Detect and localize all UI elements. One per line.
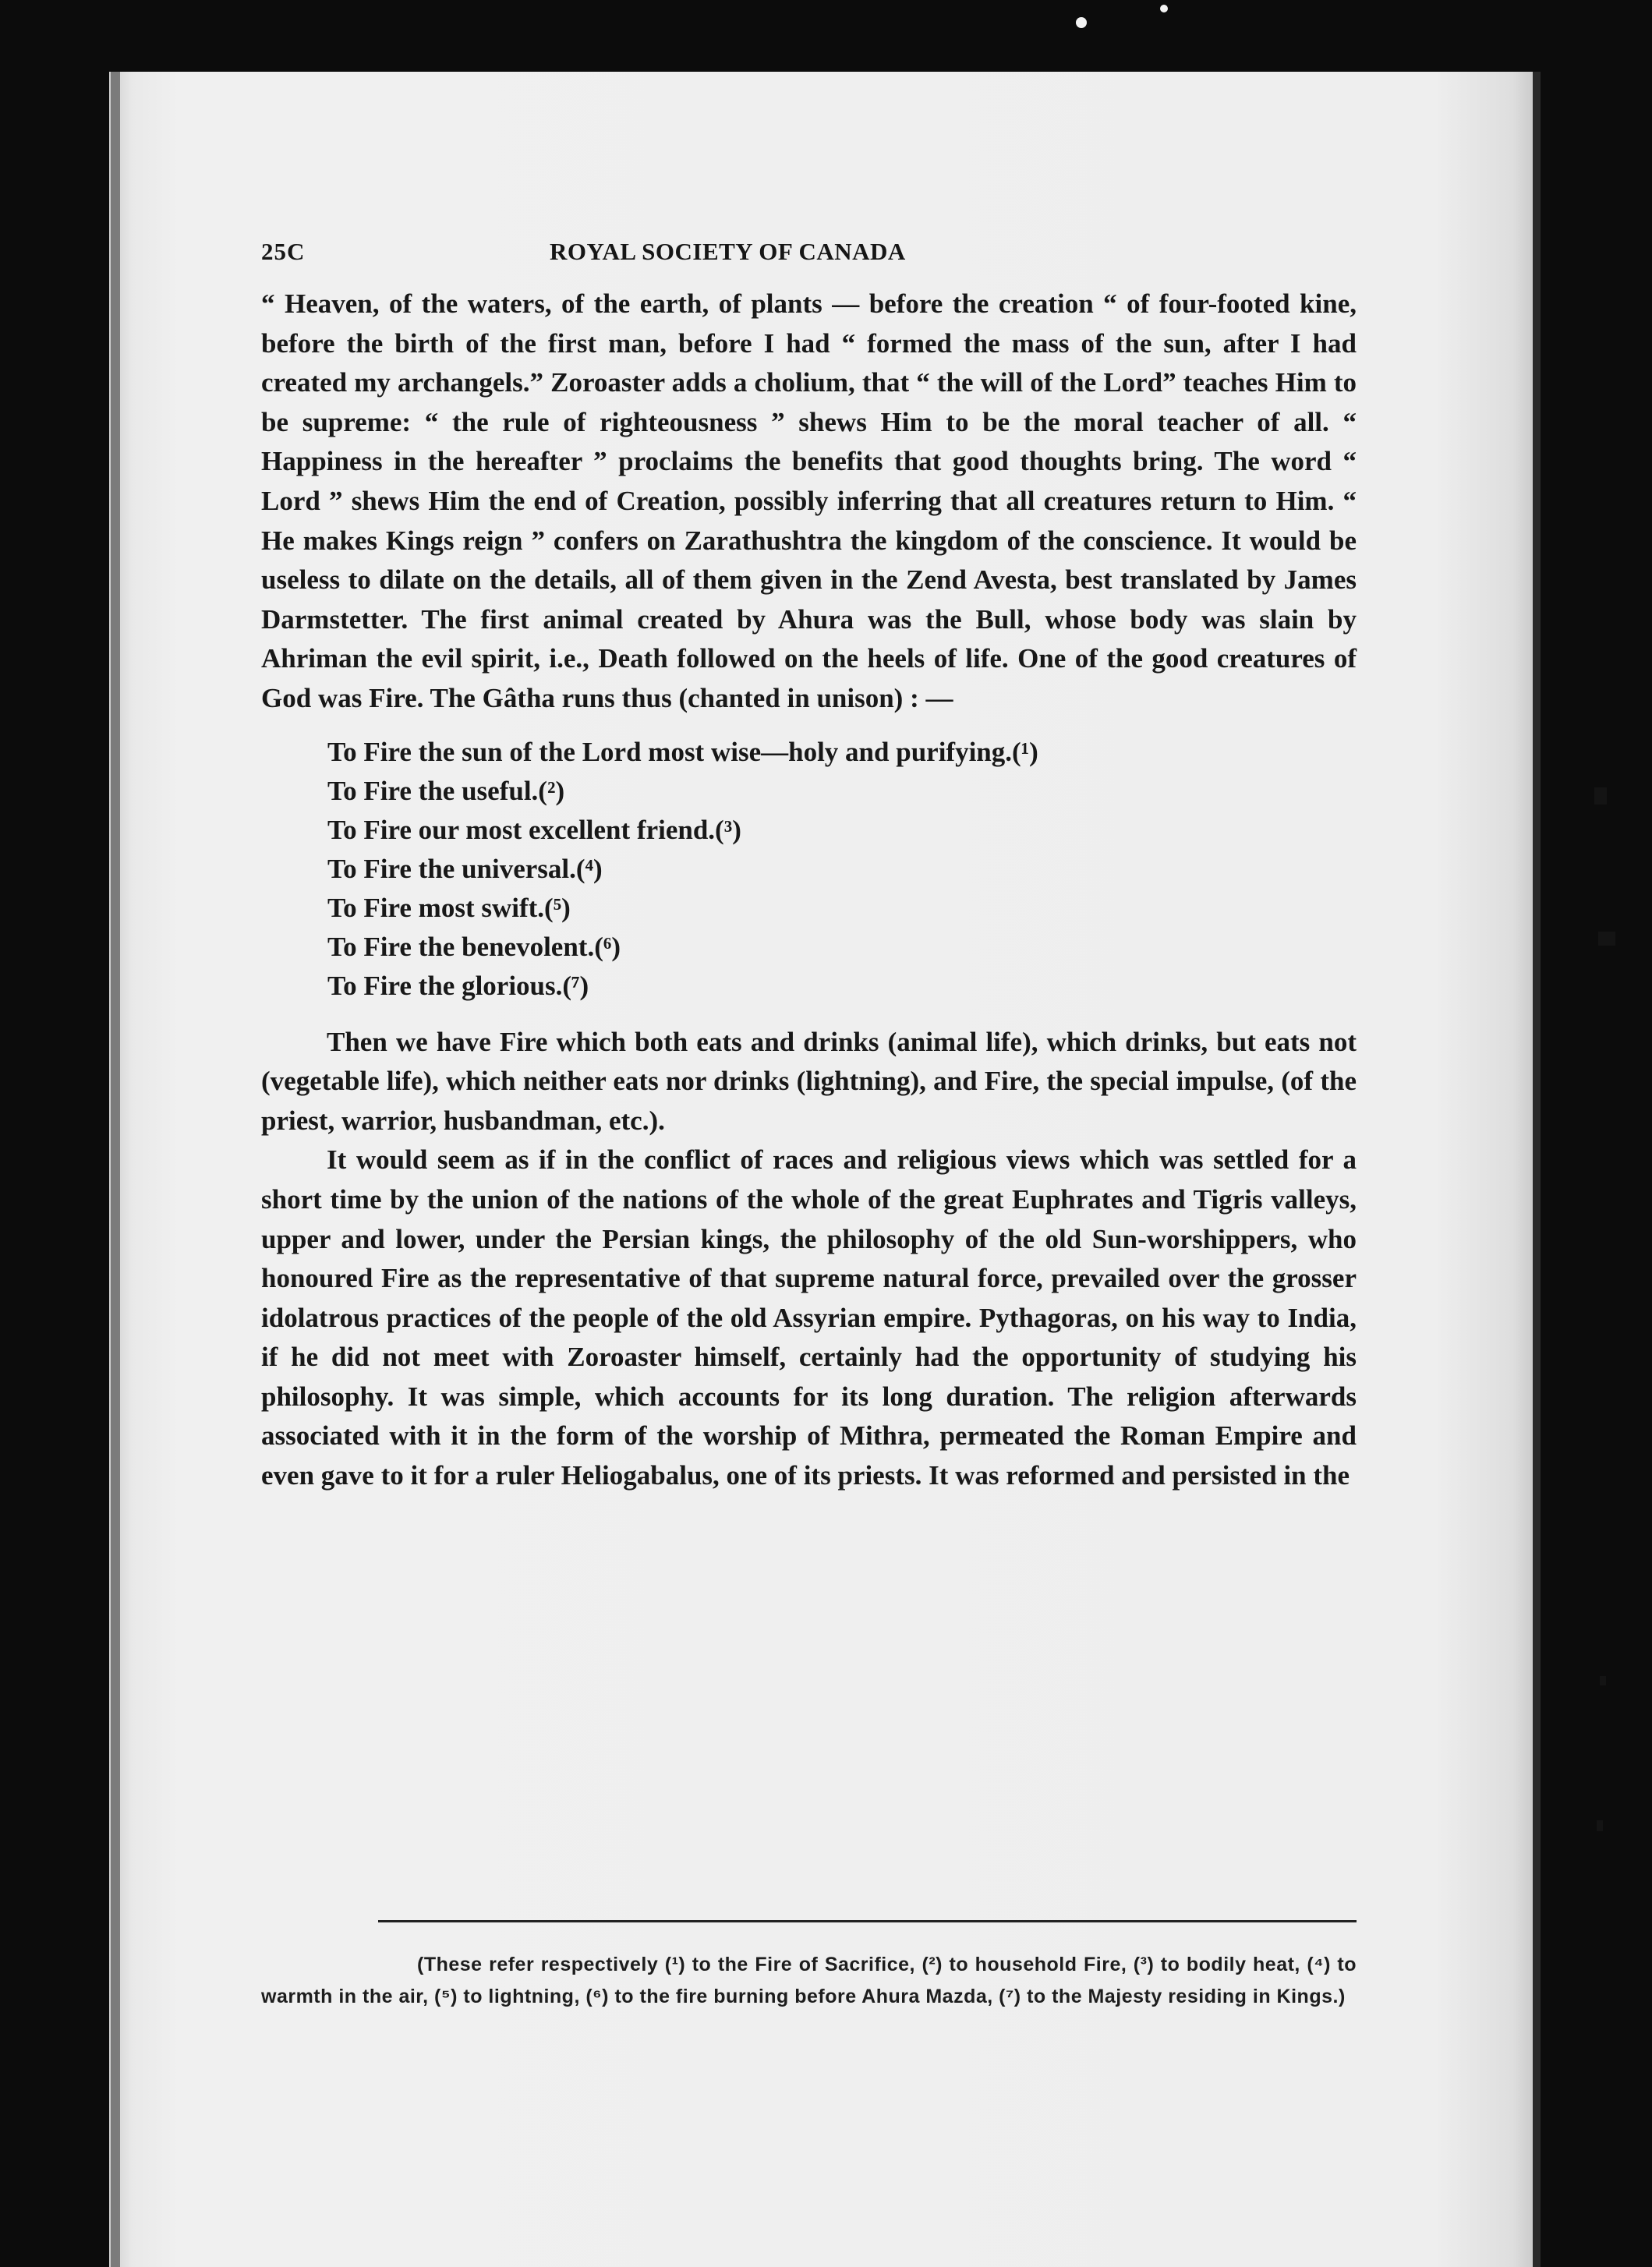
main-text [261,285,1357,1496]
body-paragraph: It would seem as if in the conflict of races and religious views which was settled for a short time by the union of the nations of the whole of the great Euphrates and Tigris valleys, upper and lower, under the Persian kings, the philosophy of the old Sun-worshippers, who honoured Fire as the representative of that supreme natural force, prevailed over the grosser idolatrous practices of the people of the old Assyrian empire. Pythagoras, on his way to India, if he did not meet with Zoroaster himself, certainly had the opportunity of studying his philosophy. It was simple, which accounts for its long duration. The religion afterwards associated with it in the form of the worship of Mithra, permeated the Roman Empire and even gave to it for a ruler Heliogabalus, one of its priests. It was reformed and persisted in the [261,1144,1357,1491]
verse-line: To Fire the benevolent.(⁶) [327,931,621,962]
page-right-edge-shadow [1533,72,1541,2267]
verse-line: To Fire the glorious.(⁷) [327,970,589,1001]
page-left-edge-shadow [111,72,120,2267]
page-number: 25C [261,238,306,265]
running-head [261,238,1353,277]
verse-line: To Fire the universal.(⁴) [327,853,603,884]
verse-line: To Fire the useful.(²) [327,775,565,806]
verse-line: To Fire the sun of the Lord most wise—holy and purifying.(¹) [327,736,1038,767]
footnote-rule [378,1920,1357,1922]
running-title: ROYAL SOCIETY OF CANADA [550,238,906,265]
body-paragraph: “ Heaven, of the waters, of the earth, of plants — before the creation “ of four-footed kine, before the birth of the first man, before I had “ formed the mass of the sun, after I had created my archangels.” Zoroaster adds a cholium, that “ the will of the Lord” teaches Him to be supreme: “ the rule of righteousness ” shews Him to be the moral teacher of all. “ Happiness in the hereafter ” proclaims the benefits that good thoughts bring. The word “ Lord ” shews Him the end of Creation, possibly inferring that all creatures return to Him. “ He makes Kings reign ” confers on Zarathushtra the kingdom of the conscience. It would be useless to dilate on the details, all of them given in the Zend Avesta, best translated by James Darmstetter. The first animal created by Ahura was the Bull, whose body was slain by Ahriman the evil spirit, i.e., Death followed on the heels of life. One of the good creatures of God was Fire. The Gâtha runs thus (chanted in unison) : — [261,288,1357,713]
margin-mark [1598,932,1615,946]
margin-mark [1594,787,1607,805]
footnote: (These refer respectively (¹) to the Fire of Sacrifice, (²) to household Fire, (³) to bodily heat, (⁴) to warmth in the air, (⁵) to lightning, (⁶) to the fire burning before Ahura Mazda, (⁷) to the Majesty residing in Kings.) [261,1954,1357,2007]
scan-speck [1076,17,1087,28]
margin-mark [1597,1820,1603,1831]
body-paragraph: Then we have Fire which both eats and drinks (animal life), which drinks, but eats not (vegetable life), which neither eats nor drinks (lightning), and Fire, the special impulse, (of the priest, warrior, husbandman, etc.). [261,1026,1357,1136]
verse-line: To Fire our most excellent friend.(³) [327,814,741,845]
margin-mark [1600,1676,1606,1685]
gatha-verses [261,733,1357,1006]
scan-speck [1160,5,1168,12]
verse-line: To Fire most swift.(⁵) [327,892,571,923]
